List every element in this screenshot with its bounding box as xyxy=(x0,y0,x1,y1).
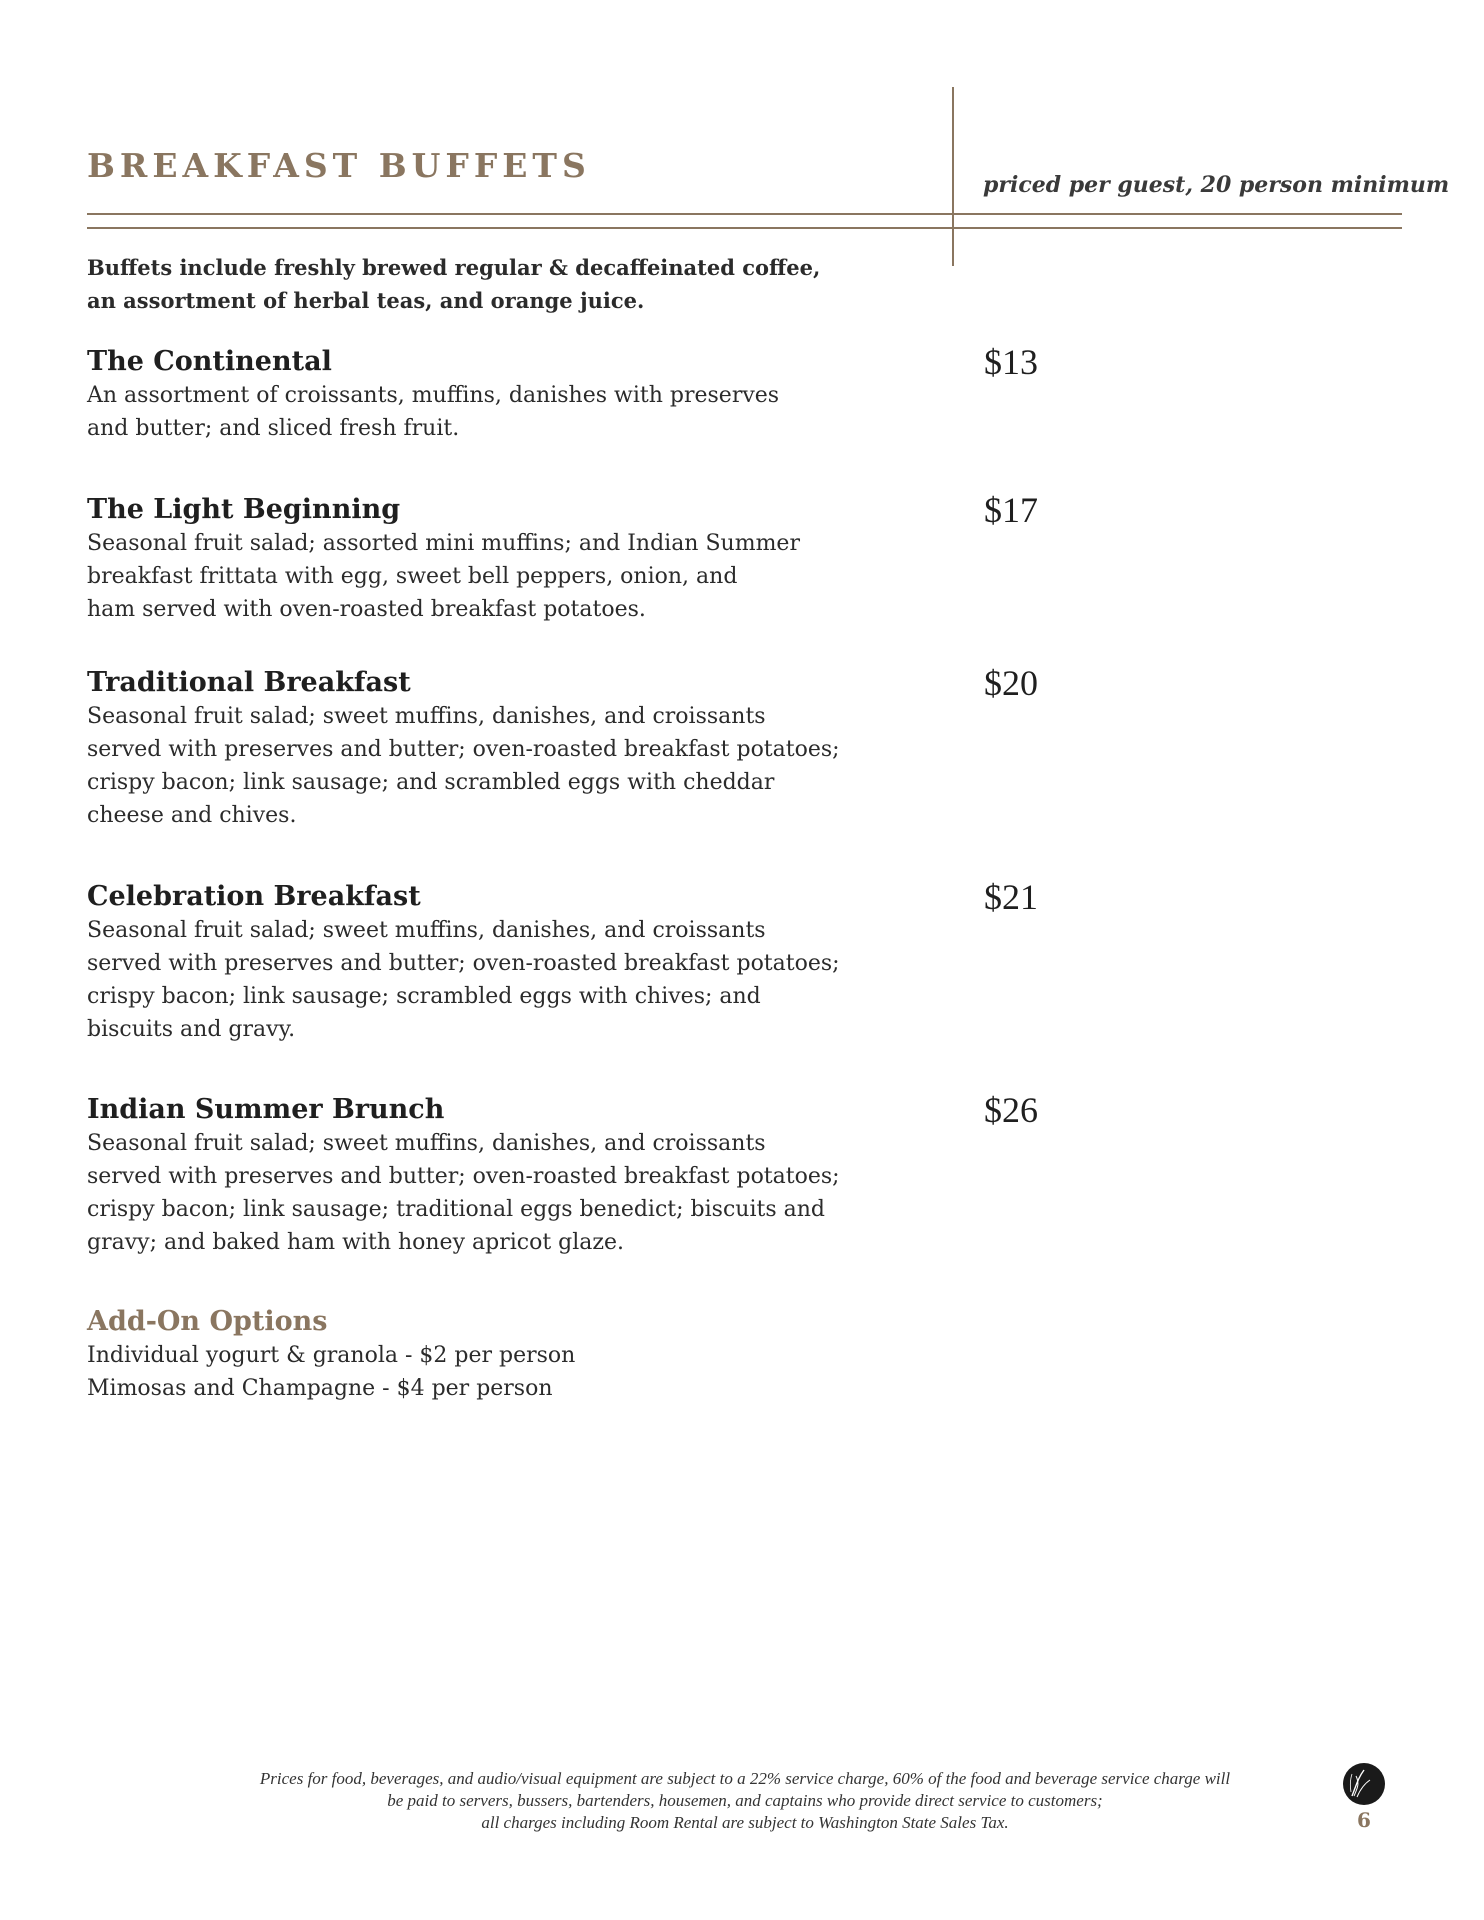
item-description xyxy=(87,914,907,1046)
description-line: Seasonal fruit salad; sweet muffins, danishes, and croissants xyxy=(87,704,766,729)
addon-title: Add-On Options xyxy=(87,1306,328,1337)
item-price: $13 xyxy=(984,342,1038,382)
footer-line: Prices for food, beverages, and audio/visual equipment are subject to a 22% service charge, 60% of the food and beverage service charge will xyxy=(259,1769,1231,1788)
menu-item-traditional-breakfast xyxy=(87,663,1187,832)
description-line: breakfast frittata with egg, sweet bell peppers, onion, and xyxy=(87,564,738,589)
description-line: Seasonal fruit salad; assorted mini muffins; and Indian Summer xyxy=(87,531,800,556)
description-line: crispy bacon; link sausage; traditional eggs benedict; biscuits and xyxy=(87,1197,825,1222)
footer-disclaimer xyxy=(160,1768,1330,1834)
description-line: cheese and chives. xyxy=(87,803,297,828)
menu-item-celebration-breakfast xyxy=(87,877,1187,1046)
description-line: biscuits and gravy. xyxy=(87,1017,296,1042)
item-description xyxy=(87,379,907,445)
addon-line: Mimosas and Champagne - $4 per person xyxy=(87,1376,553,1401)
header-rule-top xyxy=(87,213,1402,215)
pricing-note: priced per guest, 20 person minimum xyxy=(983,172,1450,198)
description-line: ham served with oven-roasted breakfast potatoes. xyxy=(87,597,646,622)
item-name: The Light Beginning xyxy=(87,494,401,525)
item-name: The Continental xyxy=(87,346,332,377)
menu-item-continental xyxy=(87,342,1187,445)
header-rule-vertical xyxy=(952,87,954,266)
item-name: Traditional Breakfast xyxy=(87,667,411,698)
description-line: served with preserves and butter; oven-roasted breakfast potatoes; xyxy=(87,737,840,762)
buffet-intro xyxy=(87,251,907,317)
footer-line: be paid to servers, bussers, bartenders, housemen, and captains who provide direct service to customers; xyxy=(387,1791,1103,1810)
description-line: crispy bacon; link sausage; and scrambled eggs with cheddar xyxy=(87,770,775,795)
description-line: and butter; and sliced fresh fruit. xyxy=(87,416,460,441)
description-line: served with preserves and butter; oven-roasted breakfast potatoes; xyxy=(87,951,840,976)
description-line: Seasonal fruit salad; sweet muffins, danishes, and croissants xyxy=(87,918,766,943)
description-line: Seasonal fruit salad; sweet muffins, danishes, and croissants xyxy=(87,1131,766,1156)
item-price: $21 xyxy=(984,877,1038,917)
item-price: $17 xyxy=(984,490,1038,530)
page-number: 6 xyxy=(1357,1808,1371,1832)
addon-line: Individual yogurt & granola - $2 per person xyxy=(87,1343,576,1368)
description-line: gravy; and baked ham with honey apricot glaze. xyxy=(87,1230,624,1255)
page-title: BREAKFAST BUFFETS xyxy=(87,146,591,185)
menu-item-indian-summer-brunch xyxy=(87,1090,1187,1259)
header-rule-bottom xyxy=(87,227,1402,229)
addon-options xyxy=(87,1305,1187,1405)
footer-line: all charges including Room Rental are subject to Washington State Sales Tax. xyxy=(481,1813,1009,1832)
intro-line: an assortment of herbal teas, and orange juice. xyxy=(87,288,645,313)
item-description xyxy=(87,1127,907,1259)
item-description xyxy=(87,700,907,832)
description-line: An assortment of croissants, muffins, danishes with preserves xyxy=(87,383,780,408)
intro-line: Buffets include freshly brewed regular & decaffeinated coffee, xyxy=(87,255,821,280)
menu-item-light-beginning xyxy=(87,490,1187,626)
description-line: crispy bacon; link sausage; scrambled eggs with chives; and xyxy=(87,984,761,1009)
item-price: $26 xyxy=(984,1090,1038,1130)
item-name: Celebration Breakfast xyxy=(87,881,421,912)
leaf-logo-icon xyxy=(1342,1762,1386,1806)
item-price: $20 xyxy=(984,663,1038,703)
item-description xyxy=(87,527,907,626)
item-name: Indian Summer Brunch xyxy=(87,1094,445,1125)
description-line: served with preserves and butter; oven-roasted breakfast potatoes; xyxy=(87,1164,840,1189)
